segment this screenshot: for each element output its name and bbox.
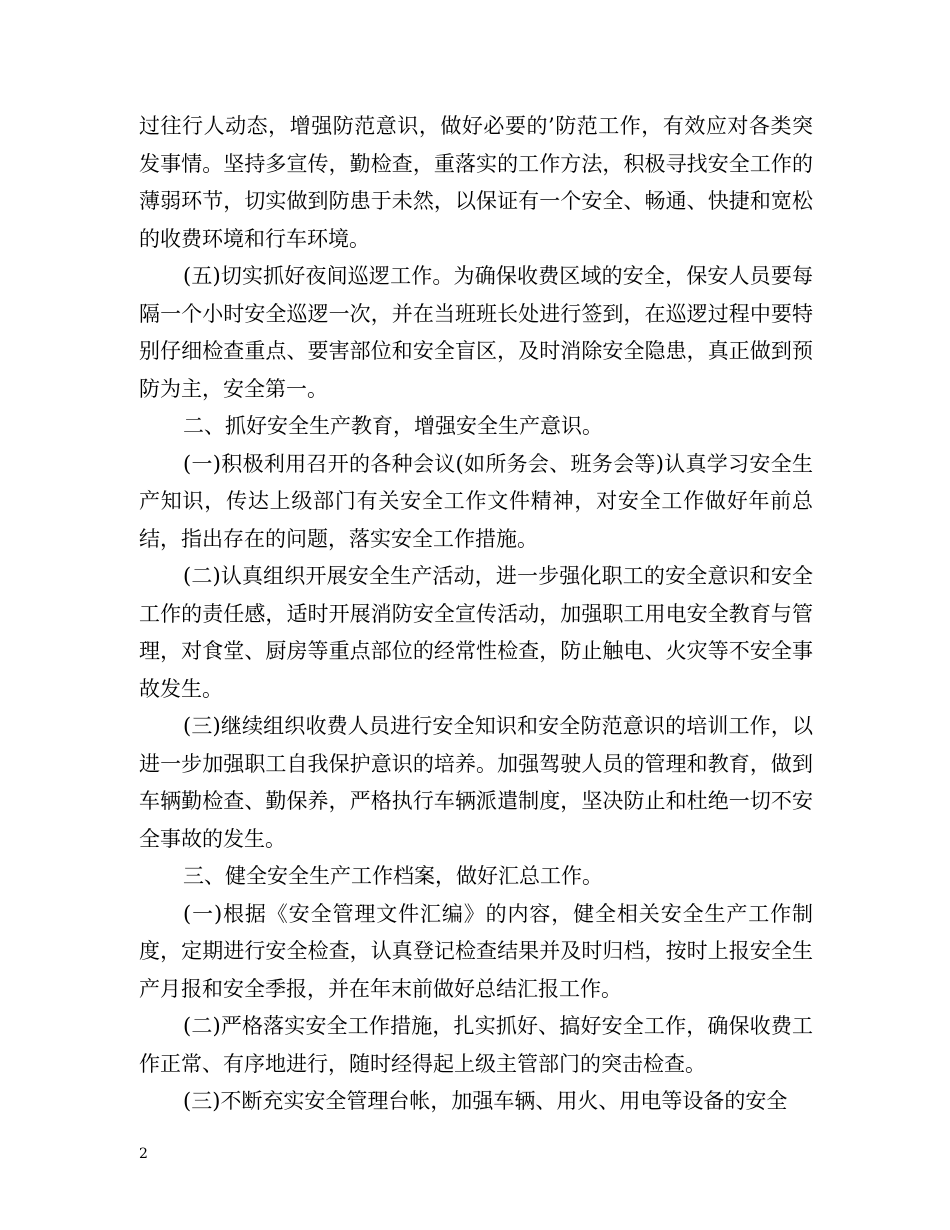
- paragraph-8: (一)根据《安全管理文件汇编》的内容，健全相关安全生产工作制度，定期进行安全检查，认真登记检查结果并及时归档，按时上报安全生产月报和安全季报，并在年末前做好总结汇报工作。: [139, 901, 813, 1001]
- section-heading-3: 三、健全安全生产工作档案，做好汇总工作。: [183, 864, 603, 888]
- document-body: [139, 108, 813, 1121]
- paragraph-5: (二)认真组织开展安全生产活动，进一步强化职工的安全意识和安全工作的责任感，适时开展消防安全宣传活动，加强职工用电安全教育与管理，对食堂、厨房等重点部位的经常性检查，防止触电、火灾等不安全事故发生。: [139, 564, 813, 701]
- section-heading-2: 二、抓好安全生产教育，增强安全生产意识。: [183, 414, 603, 438]
- paragraph-6: (三)继续组织收费人员进行安全知识和安全防范意识的培训工作，以进一步加强职工自我保护意识的培养。加强驾驶人员的管理和教育，做到车辆勤检查、勤保养，严格执行车辆派遣制度，坚决防止和杜绝一切不安全事故的发生。: [139, 714, 813, 851]
- page-number: 2: [139, 1146, 148, 1162]
- paragraph-1: 过往行人动态，增强防范意识，做好必要的’防范工作，有效应对各类突发事情。坚持多宣传，勤检查，重落实的工作方法，积极寻找安全工作的薄弱环节，切实做到防患于未然，以保证有一个安全、畅通、快捷和宽松的收费环境和行车环境。: [139, 114, 813, 251]
- paragraph-9: (二)严格落实安全工作措施，扎实抓好、搞好安全工作，确保收费工作正常、有序地进行，随时经得起上级主管部门的突击检查。: [139, 1014, 813, 1076]
- paragraph-10: (三)不断充实安全管理台帐，加强车辆、用火、用电等设备的安全: [183, 1089, 788, 1113]
- paragraph-2: (五)切实抓好夜间巡逻工作。为确保收费区域的安全，保安人员要每隔一个小时安全巡逻一次，并在当班班长处进行签到，在巡逻过程中要特别仔细检查重点、要害部位和安全盲区，及时消除安全隐患，真正做到预防为主，安全第一。: [139, 264, 813, 401]
- paragraph-4: (一)积极利用召开的各种会议(如所务会、班务会等)认真学习安全生产知识，传达上级部门有关安全工作文件精神，对安全工作做好年前总结，指出存在的问题，落实安全工作措施。: [139, 451, 813, 551]
